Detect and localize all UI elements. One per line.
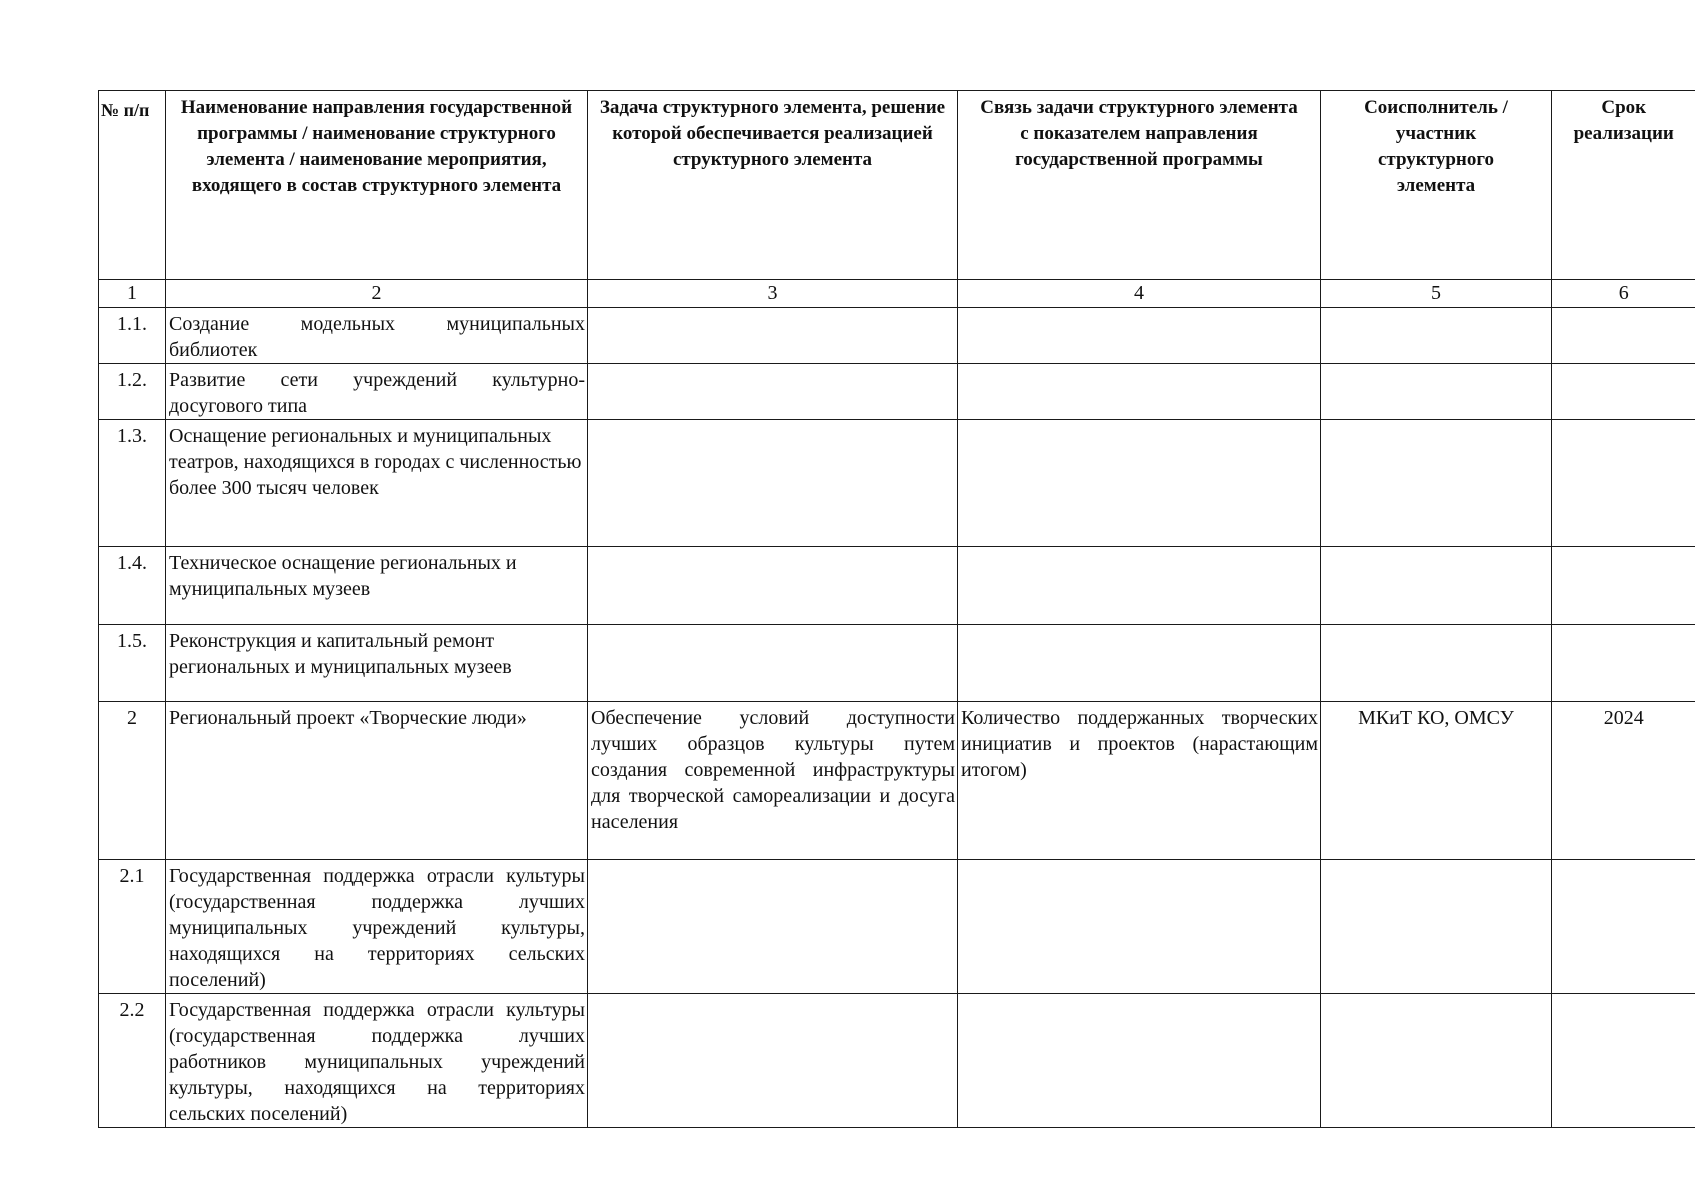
row-link	[958, 547, 1321, 625]
header-number: № п/п	[99, 91, 166, 280]
row-name: Государственная поддержка отрасли культуры (государственная поддержка лучших муниципальных учреждений культуры, находящихся на территориях сельских поселений)	[166, 860, 588, 994]
row-number: 1.1.	[99, 308, 166, 364]
row-name: Создание модельных муниципальных библиотек	[166, 308, 588, 364]
row-name: Развитие сети учреждений культурно-досугового типа	[166, 364, 588, 420]
row-name: Государственная поддержка отрасли культуры (государственная поддержка лучших работников муниципальных учреждений культуры, находящихся на территориях сельских поселений)	[166, 994, 588, 1128]
row-number: 1.3.	[99, 420, 166, 547]
row-link: Количество поддержанных творческих инициатив и проектов (нарастающим итогом)	[958, 702, 1321, 860]
row-executor	[1321, 547, 1552, 625]
row-number: 1.5.	[99, 625, 166, 702]
table-row	[99, 860, 1695, 994]
table-header-row	[99, 91, 1695, 280]
row-term	[1552, 994, 1695, 1128]
row-term	[1552, 420, 1695, 547]
row-executor	[1321, 308, 1552, 364]
header-executor: Соисполнитель / участник структурного элемента	[1321, 91, 1552, 280]
table-row	[99, 308, 1695, 364]
program-table	[98, 90, 1695, 1128]
row-link	[958, 364, 1321, 420]
row-number: 1.4.	[99, 547, 166, 625]
row-task	[588, 547, 958, 625]
row-link	[958, 420, 1321, 547]
table-row	[99, 364, 1695, 420]
row-term	[1552, 547, 1695, 625]
row-term	[1552, 308, 1695, 364]
column-number: 4	[958, 280, 1321, 308]
row-term	[1552, 364, 1695, 420]
row-link	[958, 860, 1321, 994]
row-link	[958, 625, 1321, 702]
table-row	[99, 702, 1695, 860]
row-link	[958, 994, 1321, 1128]
row-executor	[1321, 364, 1552, 420]
row-name: Региональный проект «Творческие люди»	[166, 702, 588, 860]
row-executor	[1321, 420, 1552, 547]
row-executor: МКиТ КО, ОМСУ	[1321, 702, 1552, 860]
header-term: Срок реализации	[1552, 91, 1695, 280]
row-term	[1552, 860, 1695, 994]
row-task	[588, 994, 958, 1128]
row-number: 2	[99, 702, 166, 860]
row-term: 2024	[1552, 702, 1695, 860]
row-number: 2.2	[99, 994, 166, 1128]
table-row	[99, 625, 1695, 702]
row-link	[958, 308, 1321, 364]
row-executor	[1321, 625, 1552, 702]
table-row	[99, 420, 1695, 547]
column-number-row	[99, 280, 1695, 308]
row-executor	[1321, 994, 1552, 1128]
header-task: Задача структурного элемента, решение которой обеспечивается реализацией структурного элемента	[588, 91, 958, 280]
column-number: 6	[1552, 280, 1695, 308]
row-name: Оснащение региональных и муниципальных театров, находящихся в городах с численностью более 300 тысяч человек	[166, 420, 588, 547]
row-task: Обеспечение условий доступности лучших образцов культуры путем создания современной инфраструктуры для творческой самореализации и досуга населения	[588, 702, 958, 860]
column-number: 2	[166, 280, 588, 308]
column-number: 3	[588, 280, 958, 308]
table-row	[99, 994, 1695, 1128]
header-name: Наименование направления государственной программы / наименование структурного элемента / наименование мероприятия, входящего в состав структурного элемента	[166, 91, 588, 280]
row-name: Реконструкция и капитальный ремонт региональных и муниципальных музеев	[166, 625, 588, 702]
row-term	[1552, 625, 1695, 702]
row-task	[588, 860, 958, 994]
row-executor	[1321, 860, 1552, 994]
row-name: Техническое оснащение региональных и муниципальных музеев	[166, 547, 588, 625]
row-task	[588, 364, 958, 420]
column-number: 1	[99, 280, 166, 308]
row-number: 1.2.	[99, 364, 166, 420]
column-number: 5	[1321, 280, 1552, 308]
header-link: Связь задачи структурного элемента с показателем направления государственной программы	[958, 91, 1321, 280]
row-number: 2.1	[99, 860, 166, 994]
table-row	[99, 547, 1695, 625]
row-task	[588, 420, 958, 547]
row-task	[588, 308, 958, 364]
row-task	[588, 625, 958, 702]
